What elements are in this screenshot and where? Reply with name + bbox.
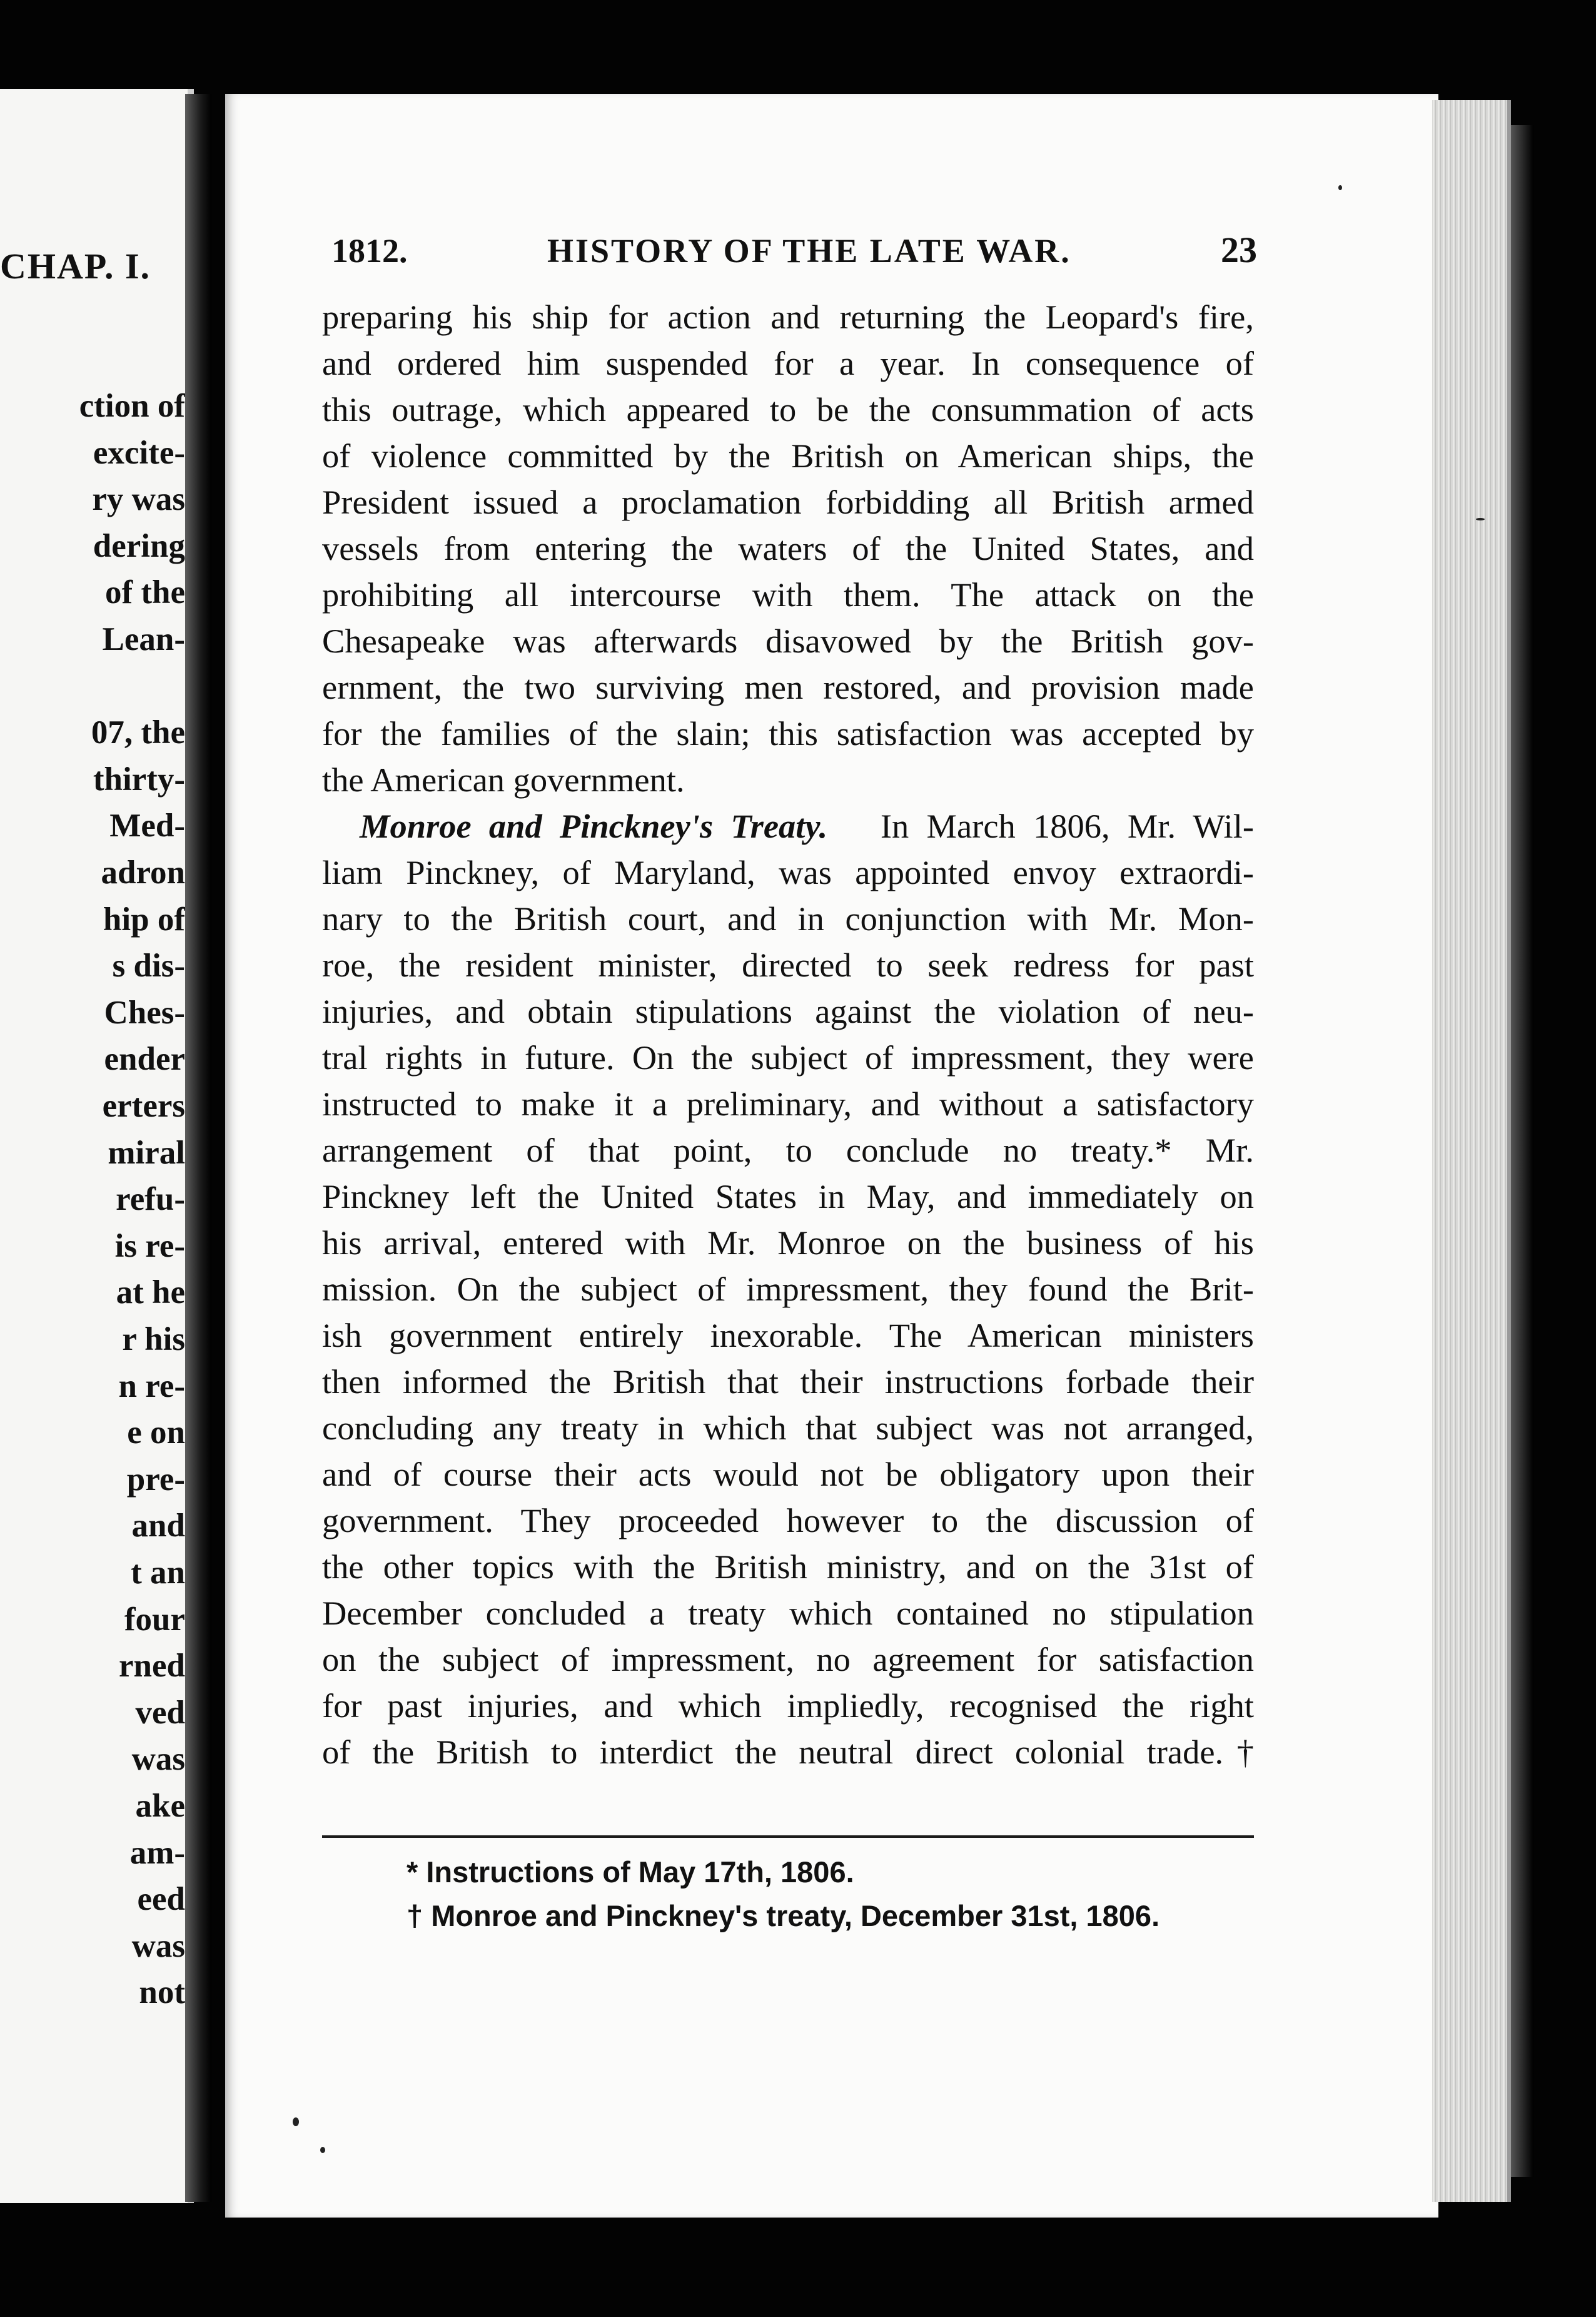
page-block-edge [1432,100,1511,2202]
page-number: 23 [1221,230,1257,270]
text-line: preparing his ship for action and returning the Leopard's fire, [322,298,1254,336]
footnote-2: † Monroe and Pinckney's treaty, December 31st, 1806. [407,1899,1160,1932]
text-line: and of course their acts would not be obligatory upon their [322,1455,1254,1493]
left-page-text-line: hip of [103,901,185,938]
scan-speck [293,2117,299,2126]
book-gutter-shadow [185,94,211,2202]
text-line: Chesapeake was afterwards disavowed by the British gov- [322,622,1254,660]
text-line: of the British to interdict the neutral direct colonial trade.† [322,1733,1254,1771]
text-line: government. They proceeded however to the discussion of [322,1501,1254,1539]
left-page-fragment [0,89,194,2203]
text-line: instructed to make it a preliminary, and without a satisfactory [322,1085,1254,1123]
left-page-text-line: and [131,1508,185,1544]
left-page-text-line: pre- [126,1461,185,1498]
text-line: mission. On the subject of impressment, they found the Brit- [322,1270,1254,1308]
left-page-text-line: r his [122,1321,185,1357]
text-line: his arrival, entered with Mr. Monroe on the business of his [322,1224,1254,1262]
text-line: concluding any treaty in which that subject was not arranged, [322,1409,1254,1447]
left-page-text-line: was [131,1927,185,1964]
left-page-text-line: am- [129,1834,185,1871]
left-page-text-line: excite- [93,434,185,471]
text-line: on the subject of impressment, no agreement for satisfaction [322,1640,1254,1678]
left-page-text-line: 07, the [91,714,185,751]
left-page-text-line: of the [104,574,185,611]
left-page-text-line: t an [131,1554,185,1591]
left-page-text-line: eed [137,1881,185,1918]
footnote-1: * Instructions of May 17th, 1806. [407,1855,854,1889]
text-line: the American government. [322,761,685,799]
left-page-text-line: erters [102,1088,185,1124]
text-line: arrangement of that point, to conclude no treaty.* Mr. [322,1131,1254,1169]
running-head [331,231,1257,281]
left-page-text-line: ction of [79,388,185,424]
text-line: President issued a proclamation forbidding all British armed [322,483,1254,521]
text-line: roe, the resident minister, directed to seek redress for past [322,946,1254,984]
left-page-text-line: not [139,1974,185,2011]
scan-speck [320,2147,325,2153]
left-page-text-line: thirty- [93,761,185,798]
left-page-text-line: is re- [114,1227,185,1264]
left-page-text-line: adron [101,854,185,891]
left-page-text-line: four [124,1601,185,1638]
text-line: the other topics with the British ministry, and on the 31st of [322,1548,1254,1586]
text-line: liam Pinckney, of Maryland, was appointed envoy extraordi- [322,853,1254,891]
running-head-title: HISTORY OF THE LATE WAR. [547,232,1071,270]
text-line: this outrage, which appeared to be the consummation of acts [322,390,1254,428]
text-line: Pinckney left the United States in May, and immediately on [322,1177,1254,1215]
left-page-chapter-header: CHAP. I. [0,246,151,286]
section-first-line [322,803,1254,849]
left-page-text-line: dering [93,527,185,564]
text-line: for past injuries, and which impliedly, recognised the right [322,1686,1254,1725]
left-page-text-line: n re- [118,1367,185,1404]
footnotes [407,1850,1220,1938]
text-line: injuries, and obtain stipulations against the violation of neu- [322,992,1254,1030]
section-heading: Monroe and Pinckney's Treaty. [360,807,828,845]
left-page-text-line: ender [104,1041,185,1078]
text-line: vessels from entering the waters of the United States, and [322,529,1254,567]
scan-speck [1338,185,1342,190]
text-line: nary to the British court, and in conjunction with Mr. Mon- [322,900,1254,938]
left-page-text-line: Ches- [104,994,185,1031]
section-first-line-text: In March 1806, Mr. Wil- [880,807,1254,845]
left-page-text-line: miral [108,1134,185,1171]
text-line: prohibiting all intercourse with them. The attack on the [322,575,1254,614]
text-line: for the families of the slain; this satisfaction was accepted by [322,714,1254,753]
left-page-text-line: rned [119,1648,185,1685]
left-page-text-line: Med- [109,808,185,844]
left-page-text-line: refu- [116,1181,185,1218]
text-line: ish government entirely inexorable. The American ministers [322,1316,1254,1354]
left-page-text-line: ake [135,1788,185,1824]
scan-speck [1476,518,1485,520]
left-page-text-line: ved [135,1694,185,1731]
text-line: tral rights in future. On the subject of impressment, they were [322,1038,1254,1077]
text-line: December concluded a treaty which contained no stipulation [322,1594,1254,1632]
text-line: ernment, the two surviving men restored, and provision made [322,668,1254,706]
text-line: and ordered him suspended for a year. In consequence of [322,344,1254,382]
page-edge-shadow [1511,125,1533,2177]
running-head-year: 1812. [331,232,408,270]
text-line: of violence committed by the British on American ships, the [322,437,1254,475]
body-text [322,294,1254,1775]
footnote-separator-rule [322,1835,1254,1838]
text-line: then informed the British that their instructions forbade their [322,1362,1254,1401]
left-page-text-line: was [131,1741,185,1778]
left-page-text-line: e on [127,1414,185,1451]
left-page-text-line: s dis- [112,948,185,985]
left-page-text-line: ry was [92,481,185,518]
left-page-text-line: Lean- [102,621,185,657]
left-page-text-line: at he [116,1274,185,1311]
